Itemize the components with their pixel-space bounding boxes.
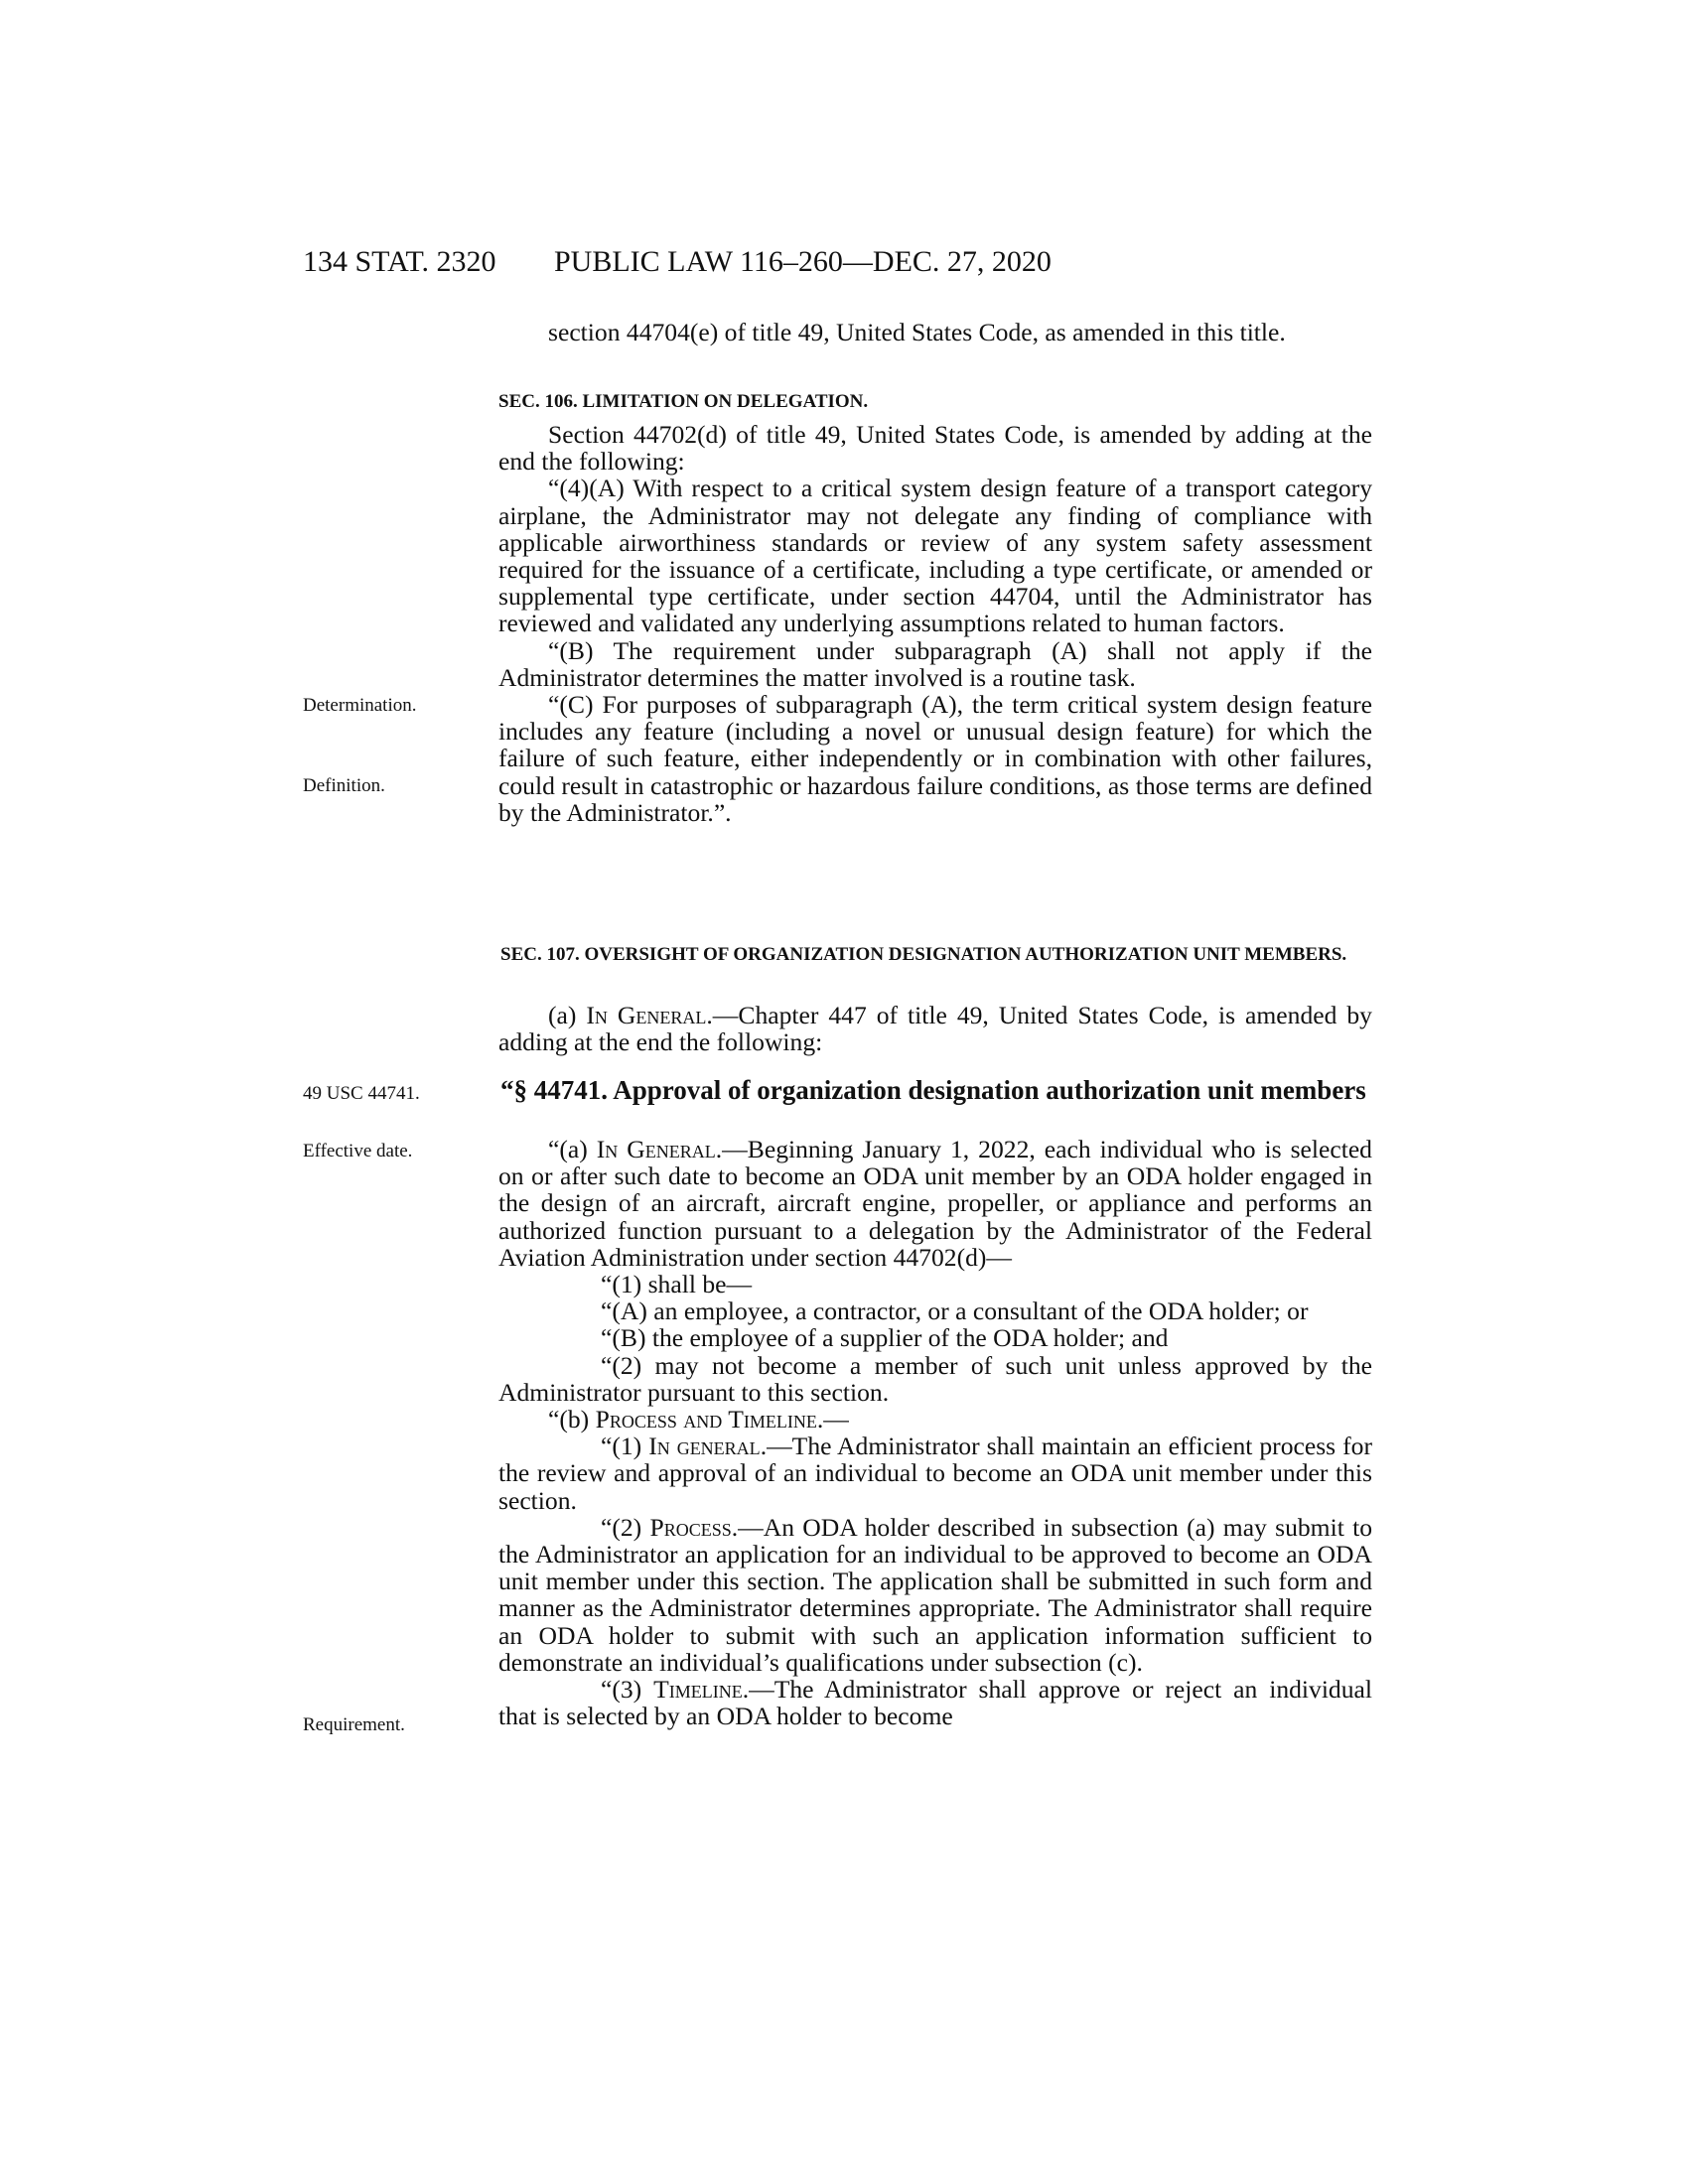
paragraph-b3: “(3) Timeline.—The Administrator shall approve or reject an individual that is selected by an ODA holder to become <box>498 1675 1372 1731</box>
item-2: “(2) may not become a member of such unit unless approved by the Administrator pursuant to this section. <box>498 1350 1372 1407</box>
section-106-paragraph: Section 44702(d) of title 49, United States Code, is amended by adding at the end the following: <box>498 420 1372 477</box>
section-107-subsection-a <box>498 1002 1372 1055</box>
paragraph-caption: Timeline <box>653 1675 743 1705</box>
item-1a: “(A) an employee, a contractor, or a consultant of the ODA holder; or <box>601 1297 1309 1326</box>
paragraph-caption: Process <box>649 1512 732 1542</box>
paragraph-b2: “(2) Process.—An ODA holder described in subsection (a) may submit to the Administrator an application for an individual to be approved to become an ODA unit member under this section. The application shall be submitted in such form and manner as the Administrator determines appropriate. The Administrator shall require an ODA holder to submit with such an application information sufficient to demonstrate an individual’s qualifications under subsection (c). <box>498 1512 1372 1677</box>
section-107-intro <box>498 1002 1372 1055</box>
section-44741-heading: “§ 44741. Approval of organization designation authorization unit members <box>500 1075 1366 1105</box>
subsection-a-text: .—Chapter 447 of title 49, United States Code, is amended by adding at the end the following: <box>498 1001 1372 1057</box>
section-106-paragraph-4c: “(C) For purposes of subparagraph (A), the term critical system design feature includes any feature (including a novel or unusual design feature) for which the failure of such feature, either independently or in combination with other failures, could result in catastrophic or hazardous failure conditions, as those terms are defined by the Administrator.”. <box>498 690 1372 827</box>
running-header: PUBLIC LAW 116–260—DEC. 27, 2020 <box>554 245 1052 278</box>
section-106-paragraph-4b: “(B) The requirement under subparagraph (A) shall not apply if the Administrator determines the matter involved is a routine task. <box>498 635 1372 692</box>
item-1b: “(B) the employee of a supplier of the ODA holder; and <box>601 1323 1169 1353</box>
section-107-heading: SEC. 107. OVERSIGHT OF ORGANIZATION DESIGNATION AUTHORIZATION UNIT MEMBERS. <box>500 944 1347 965</box>
margin-note-usc: 49 USC 44741. <box>303 1083 420 1104</box>
section-44741-body <box>498 1136 1372 1729</box>
page-number: 134 STAT. 2320 <box>303 245 496 278</box>
section-106-paragraph-4a: “(4)(A) With respect to a critical system design feature of a transport category airplane, the Administrator may not delegate any finding of compliance with applicable airworthiness standards or review of any system safety assessment required for the issuance of a certificate, including a type certificate, or amended or supplemental type certificate, under section 44704, until the Administrator has reviewed and validated any underlying assumptions related to human factors. <box>498 474 1372 638</box>
paragraph-b1: “(1) In general.—The Administrator shall maintain an efficient process for the review and approval of an individual to become an ODA unit member under this section. <box>498 1432 1372 1515</box>
section-106-heading: SEC. 106. LIMITATION ON DELEGATION. <box>498 391 869 412</box>
margin-note-effective-date: Effective date. <box>303 1141 413 1161</box>
subsection-a-prefix: (a) <box>548 1001 587 1029</box>
margin-note-definition: Definition. <box>303 775 385 796</box>
margin-note-requirement: Requirement. <box>303 1714 405 1735</box>
margin-note-determination: Determination. <box>303 695 417 716</box>
subsection-caption: Process and Timeline <box>595 1405 817 1434</box>
subsection-a-caption: In General <box>586 1001 707 1029</box>
section-106-body <box>498 421 1372 826</box>
item-1: “(1) shall be— <box>601 1270 753 1299</box>
subsection-a-general: “(a) In General.—Beginning January 1, 2022, each individual who is selected on or after such date to become an ODA unit member by an ODA holder engaged in the design of an aircraft, aircraft engine, propeller, or appliance and performs an authorized function pursuant to a delegation by the Administrator of the Federal Aviation Administration under section 44702(d)— <box>498 1135 1372 1272</box>
subsection-b-heading: “(b) Process and Timeline.— <box>548 1405 849 1434</box>
intro-text: section 44704(e) of title 49, United States Code, as amended in this title. <box>548 318 1286 346</box>
intro-paragraph <box>498 319 1372 345</box>
subsection-caption: In General <box>596 1135 716 1163</box>
paragraph-caption: In general <box>648 1432 761 1461</box>
